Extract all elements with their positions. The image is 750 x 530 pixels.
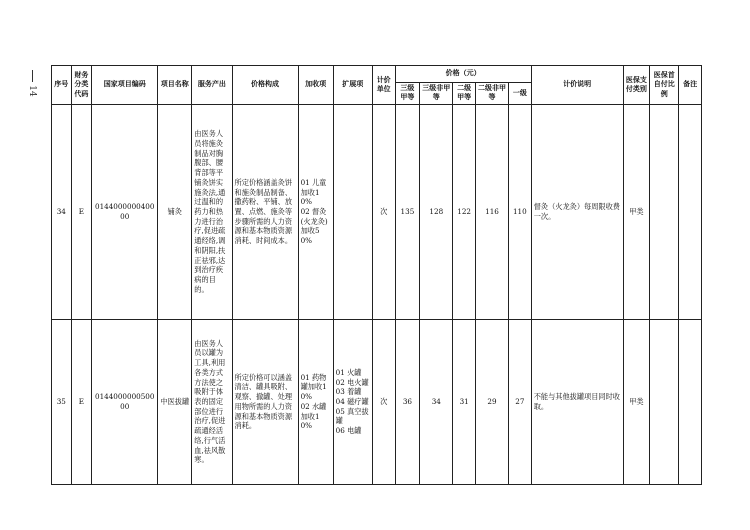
header-price-2n: 二级非甲等 (475, 83, 508, 105)
header-pricing-note: 计价说明 (531, 66, 623, 105)
header-item-name: 项目名称 (158, 66, 192, 105)
cell-self-pay-ratio (650, 104, 679, 319)
table-row (52, 319, 702, 484)
header-add-on: 加收项 (298, 66, 333, 105)
cell-price-composition: 所定价格可以涵盖清洁、罐具吸附、观察、撤罐、处理用物所需的人力资源和基本物质资源消耗。 (232, 319, 298, 484)
cell-price-2n: 29 (475, 319, 508, 484)
cell-price-2a: 122 (453, 104, 476, 319)
cell-fin-code: E (71, 319, 92, 484)
cell-price-3n: 128 (420, 104, 453, 319)
header-price-3a: 三级甲等 (395, 83, 420, 105)
header-price-3n: 三级非甲等 (420, 83, 453, 105)
cell-self-pay-ratio (650, 319, 679, 484)
cell-pricing-note: 不能与其他拔罐项目同时收取。 (531, 319, 623, 484)
header-price-2a: 二级甲等 (453, 83, 476, 105)
header-fin-code: 财务分类代码 (71, 66, 92, 105)
cell-seq: 35 (52, 319, 72, 484)
header-national-code: 国家项目编码 (92, 66, 158, 105)
cell-national-code: 014400000050000 (92, 319, 158, 484)
header-insurance-type: 医保支付类别 (623, 66, 650, 105)
header-service-output: 服务产出 (192, 66, 232, 105)
cell-extension: 01 火罐 02 电火罐 03 着罐 04 磁疗罐 05 真空拔罐 06 电罐 (333, 319, 372, 484)
cell-price-2a: 31 (453, 319, 476, 484)
cell-fin-code: E (71, 104, 92, 319)
page-number (22, 70, 42, 150)
header-price-composition: 价格构成 (232, 66, 298, 105)
cell-pricing-note: 督灸（火龙灸）每周限收费一次。 (531, 104, 623, 319)
cell-price-2n: 116 (475, 104, 508, 319)
cell-service-output: 由医务人员将施灸制品对胸腹部、腰背部等平铺灸饼实施灸法,通过温和的药力和热力进行治疗,促进疏通经络,调和阴阳,扶正祛邪,达到治疗疾病的目的。 (192, 104, 232, 319)
cell-unit: 次 (372, 319, 395, 484)
table-row (52, 104, 702, 319)
cell-price-3a: 36 (395, 319, 420, 484)
header-seq: 序号 (52, 66, 72, 105)
page-number-text: 14 (27, 85, 37, 97)
cell-remarks (679, 104, 702, 319)
cell-extension (333, 104, 372, 319)
header-unit: 计价单位 (372, 66, 395, 105)
header-price-group: 价格（元） (395, 66, 531, 83)
cell-national-code: 014400000040000 (92, 104, 158, 319)
header-self-pay-ratio: 医保首自付比例 (650, 66, 679, 105)
cell-remarks (679, 319, 702, 484)
cell-price-1: 110 (509, 104, 532, 319)
cell-insurance-type: 甲类 (623, 319, 650, 484)
cell-insurance-type: 甲类 (623, 104, 650, 319)
cell-price-1: 27 (509, 319, 532, 484)
cell-item-name: 铺灸 (158, 104, 192, 319)
cell-add-on: 01 儿童加收10% 02 督灸(火龙灸)加收50% (298, 104, 333, 319)
cell-price-composition: 所定价格涵盖灸饼和施灸制品制备、撒药粉、平铺、放置、点燃、施灸等步骤所需的人力资源和基本物质资源消耗、时间成本。 (232, 104, 298, 319)
cell-add-on: 01 药物罐加收10% 02 水罐加收10% (298, 319, 333, 484)
cell-price-3n: 34 (420, 319, 453, 484)
cell-price-3a: 135 (395, 104, 420, 319)
header-extension: 扩展项 (333, 66, 372, 105)
header-remarks: 备注 (679, 66, 702, 105)
cell-seq: 34 (52, 104, 72, 319)
cell-unit: 次 (372, 104, 395, 319)
header-price-1: 一级 (509, 83, 532, 105)
pricing-table (51, 65, 702, 485)
cell-service-output: 由医务人员以罐为工具,利用各类方式方法使之吸附于体表的固定部位进行治疗,促进疏通经活络,行气活血,祛风散寒。 (192, 319, 232, 484)
cell-item-name: 中医拔罐 (158, 319, 192, 484)
